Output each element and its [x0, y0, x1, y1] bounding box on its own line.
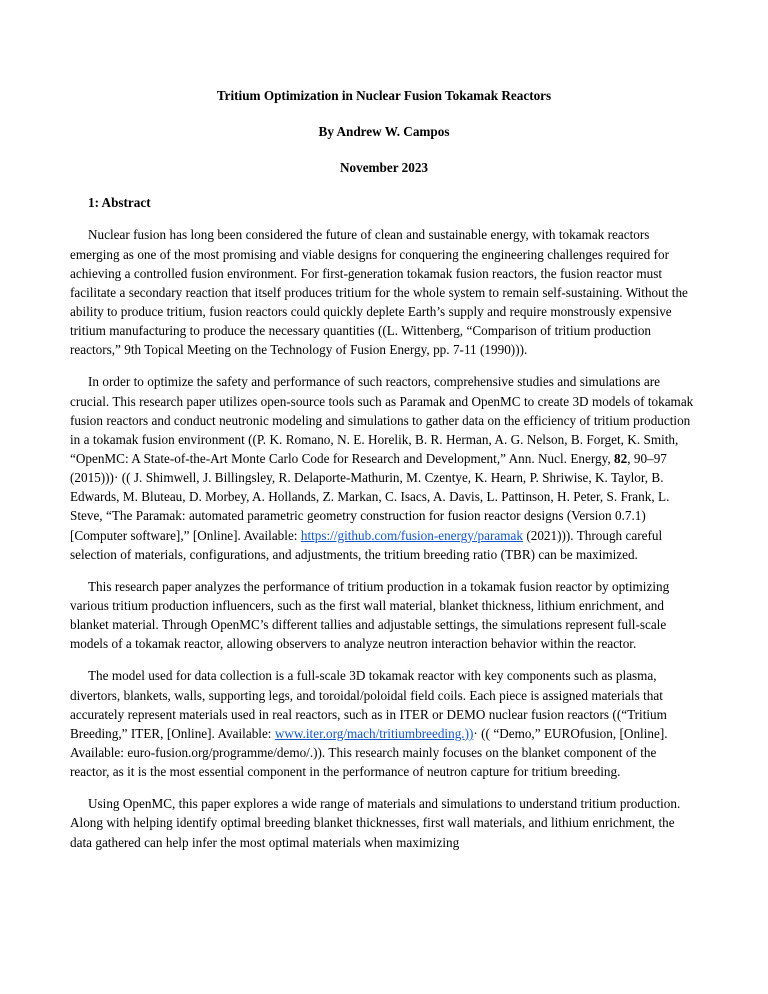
- paragraph-2-part-c: (2021))). Through careful selection of materials, configurations, and adjustments, the tritium breeding ratio (TBR) can be maximized.: [70, 527, 663, 562]
- paramak-repository-link[interactable]: https://github.com/fusion-energy/paramak: [300, 527, 523, 543]
- publication-date: November 2023: [339, 160, 429, 176]
- page-title: Tritium Optimization in Nuclear Fusion Tokamak Reactors: [216, 88, 552, 103]
- iter-tritium-breeding-link[interactable]: www.iter.org/mach/tritiumbreeding.)): [274, 725, 474, 741]
- paragraph-2-part-b: , 90–97 (2015)))· (( J. Shimwell, J. Billingsley, R. Delaporte-Mathurin, M. Czentye, K. Hearn, P. Shriwise, K. Taylor, B. Edwards, M. Bluteau, D. Morbey, A. Hollands, Z. Markan, C. Isacs, A. Davis, L. Pattinson, H. Peter, S. Frank, L. Steve, “The Paramak: automated parametric geometry construction for fusion reactor designs (Version 0.7.1) [Computer software],” [Online]. Available:: [70, 450, 670, 543]
- paragraph-5: Using OpenMC, this paper explores a wide range of materials and simulations to understand tritium production. Along with helping identify optimal breeding blanket thicknesses, first wall materials, and lithium enrichment, the data gathered can help infer the most optimal materials when maximizing: [70, 796, 681, 850]
- section-heading-abstract: 1: Abstract: [88, 195, 151, 211]
- paragraph-4-part-a: The model used for data collection is a full-scale 3D tokamak reactor with key components such as plasma, divertors, blankets, walls, supporting legs, and toroidal/poloidal field coils. Each piece is assigned materials that accurately represent materials used in real reactors, such as in ITER or DEMO nuclear fusion reactors ((“Tritium Breeding,” ITER, [Online]. Available:: [70, 668, 667, 741]
- paragraph-2-part-a: In order to optimize the safety and performance of such reactors, comprehensive studies and simulations are crucial. This research paper utilizes open-source tools such as Paramak and OpenMC to create 3D models of tokamak fusion reactors and conduct neutronic modeling and simulations to gather data on the efficiency of tritium production in a tokamak fusion environment ((P. K. Romano, N. E. Horelik, B. R. Herman, A. G. Nelson, B. Forget, K. Smith, “OpenMC: A State-of-the-Art Monte Carlo Code for Research and Development,” Ann. Nucl. Energy,: [70, 374, 694, 466]
- citation-volume-number: 82: [614, 450, 628, 466]
- author-byline: By Andrew W. Campos: [318, 124, 450, 140]
- paragraph-3: This research paper analyzes the performance of tritium production in a tokamak fusion reactor by optimizing various tritium production influencers, such as the first wall material, blanket thickness, lithium enrichment, and blanket material. Through OpenMC’s different tallies and adjustable settings, the simulations represent full-scale models of a tokamak reactor, allowing observers to analyze neutron interaction behavior within the reactor.: [70, 578, 670, 652]
- paragraph-4-part-b: · (( “Demo,” EUROfusion, [Online]. Available: euro-fusion.org/programme/demo/.)). This research mainly focuses on the blanket component of the reactor, as it is the most essential component in the performance of neutron capture for tritium breeding.: [70, 725, 668, 780]
- paragraph-4: [70, 666, 698, 781]
- paragraph-1: Nuclear fusion has long been considered the future of clean and sustainable energy, with tokamak reactors emerging as one of the most promising and viable designs for conquering the engineering challenges required for achieving a controlled fusion environment. For first-generation tokamak fusion reactors, the fusion reactor must facilitate a secondary reaction that itself produces tritium for the whole system to remain self-sustaining. Without the ability to produce tritium, fusion reactors could quickly deplete Earth’s supply and require monstrously expensive tritium manufacturing to produce the necessary quantities ((L. Wittenberg, “Comparison of tritium production reactors,” 9th Topical Meeting on the Technology of Fusion Energy, pp. 7-11 (1990))).: [70, 227, 688, 358]
- paragraph-2: [70, 372, 698, 563]
